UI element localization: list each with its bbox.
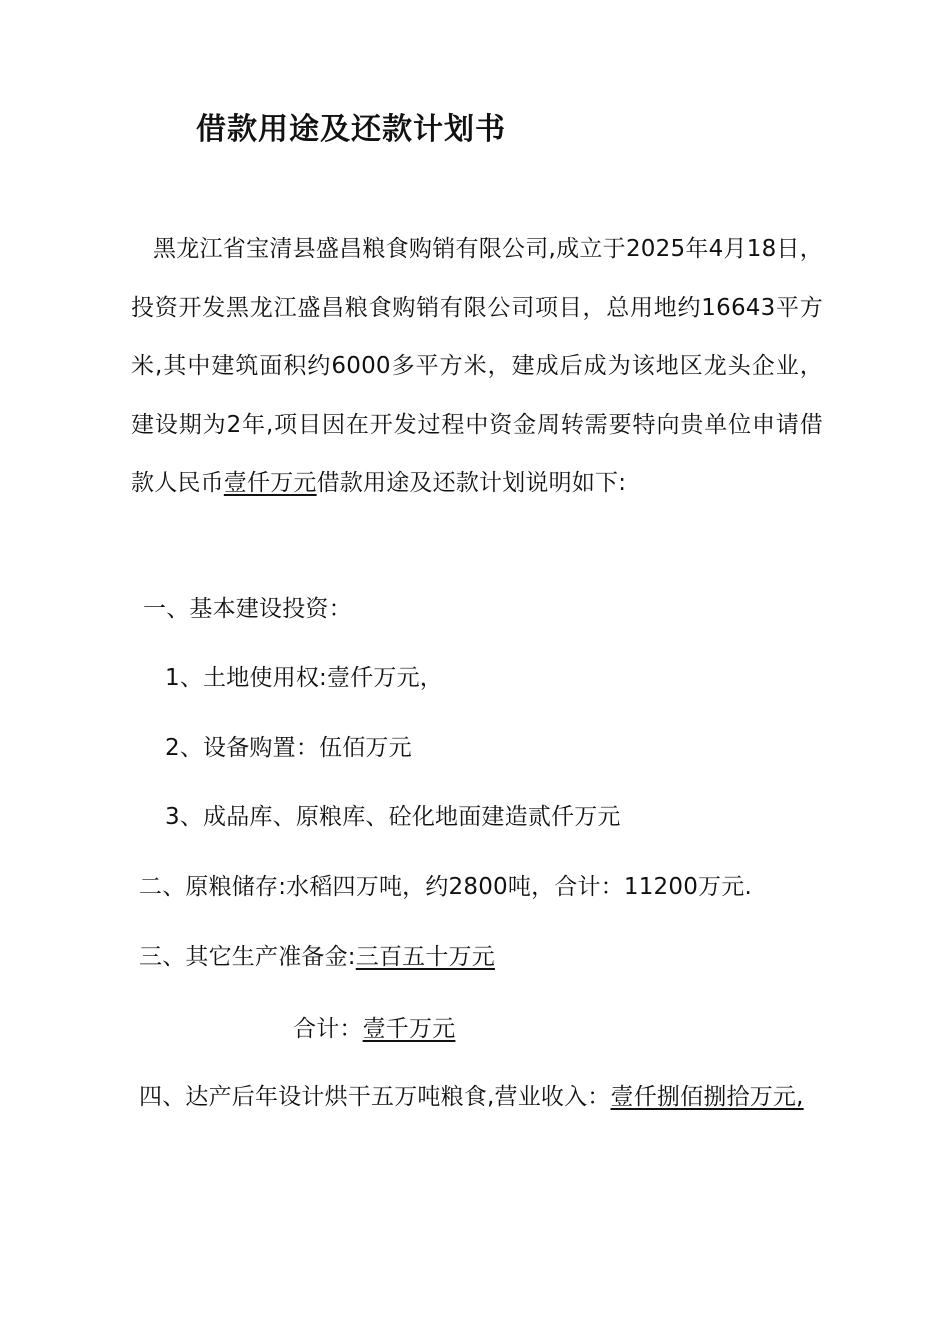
- section3-amount: 三百五十万元: [355, 944, 495, 970]
- section4-paragraph: [131, 1068, 823, 1126]
- section1-item-1: 1、土地使用权:壹仟万元，: [165, 665, 443, 691]
- total-label: 合计：: [293, 1016, 363, 1042]
- intro-text: 黑龙江省宝清县盛昌粮食购销有限公司,成立于2025年4月18日，投资开发黑龙江盛昌粮食购销有限公司项目，总用地约16643平方米,其中建筑面积约6000多平方米，建成后成为该地区龙头企业，建设期为2年,项目因在开发过程中资金周转需要特向贵单位申请借款人民币: [131, 236, 823, 496]
- section1-item-2: 2、设备购置：伍佰万元: [165, 735, 412, 761]
- loan-amount: 壹仟万元: [223, 470, 317, 496]
- section4-label: 四、达产后年设计烘干五万吨粮食,营业收入：: [139, 1084, 611, 1110]
- total-amount: 壹千万元: [362, 1016, 456, 1042]
- section1-heading: 一、基本建设投资：: [143, 596, 352, 622]
- section3-line: [139, 938, 495, 971]
- intro-text-end: 借款用途及还款计划说明如下:: [316, 470, 627, 496]
- section1-item-3: 3、成品库、原粮库、砼化地面建造贰仟万元: [165, 804, 621, 830]
- intro-paragraph: [131, 220, 823, 513]
- total-line: [293, 1010, 455, 1043]
- section3-label: 三、其它生产准备金:: [139, 944, 356, 970]
- section4-amount: 壹仟捌佰捌拾万元,: [610, 1084, 804, 1110]
- document-title: 借款用途及还款计划书: [196, 112, 506, 147]
- section2-line: 二、原粮储存:水稻四万吨，约2800吨，合计：11200万元.: [139, 874, 752, 900]
